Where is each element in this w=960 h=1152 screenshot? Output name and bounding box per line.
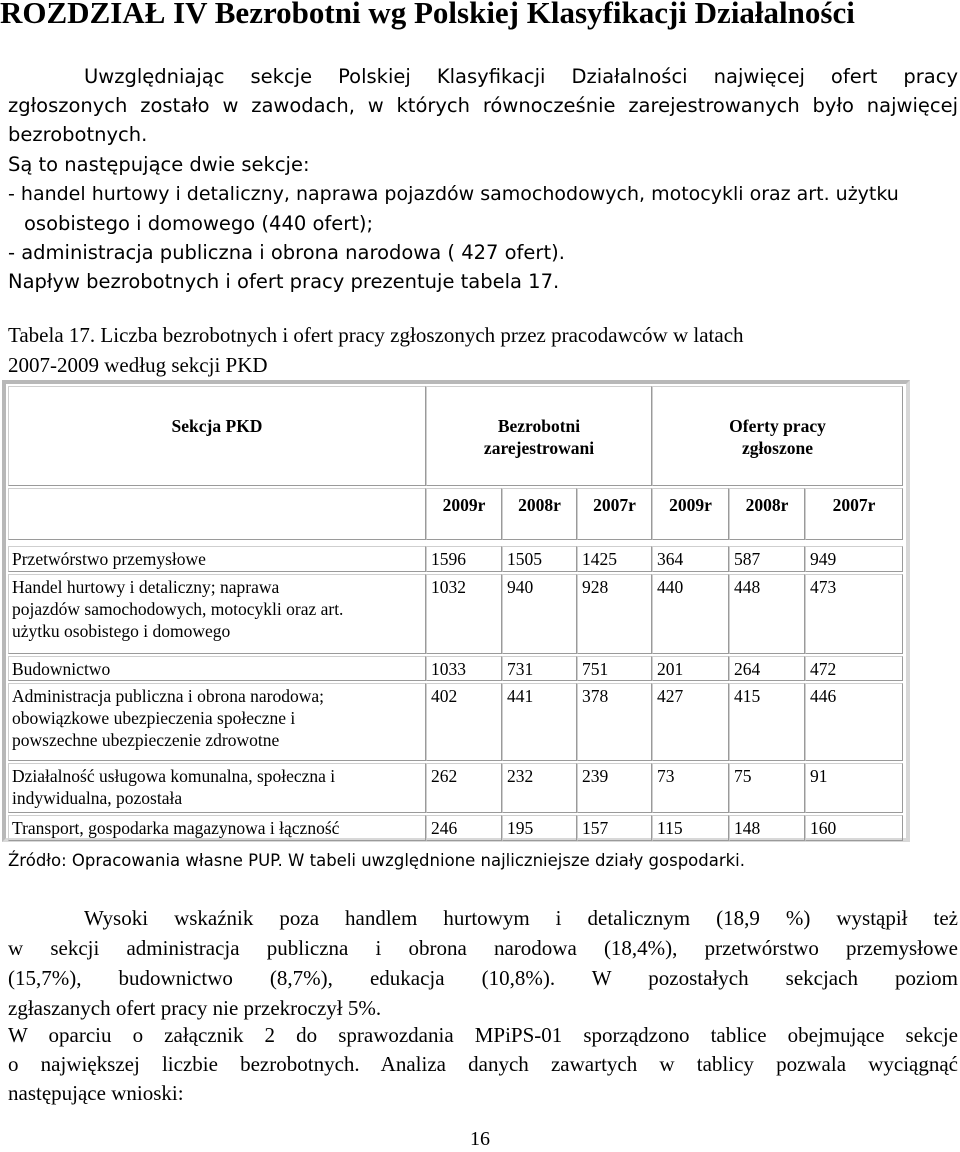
- para2-line-2: o największej liczbie bezrobotnych. Analiza danych zawartych w tablicy pozwala wyciągnąć: [8, 1052, 958, 1076]
- row-label-text: użytku osobistego i domowego: [12, 621, 231, 641]
- row-value-text: 1425: [582, 549, 617, 569]
- row-label: [8, 683, 426, 761]
- row-value-text: 751: [582, 659, 609, 679]
- row-value-text: 262: [431, 766, 458, 786]
- row-value: [652, 574, 729, 654]
- header-year: [426, 488, 502, 540]
- intro-line-3: bezrobotnych.: [8, 123, 148, 146]
- intro-line-5: Napływ bezrobotnych i ofert pracy prezentuje tabela 17.: [8, 270, 560, 293]
- row-value: [426, 546, 502, 572]
- row-value-text: 949: [810, 549, 837, 569]
- para1-line-1: Wysoki wskaźnik poza handlem hurtowym i detalicznym (18,9 %) wystąpił też: [84, 906, 958, 930]
- row-value: [577, 656, 652, 681]
- row-value: [577, 546, 652, 572]
- page-number: 16: [470, 1128, 490, 1150]
- row-value: [502, 546, 577, 572]
- row-value: [652, 656, 729, 681]
- header-offers-text: zgłoszone: [742, 438, 813, 458]
- row-value-text: 415: [734, 686, 761, 706]
- row-value-text: 1032: [431, 577, 466, 597]
- header-year-text: 2008r: [745, 495, 789, 515]
- header-offers: [652, 386, 903, 486]
- row-value-text: 73: [657, 766, 675, 786]
- intro-line-4: Są to następujące dwie sekcje:: [8, 153, 310, 176]
- row-value-text: 91: [810, 766, 828, 786]
- row-value: [805, 683, 903, 761]
- bullet-1b: osobistego i domowego (440 ofert);: [24, 212, 374, 235]
- row-value: [502, 815, 577, 841]
- row-value: [805, 815, 903, 841]
- row-label: [8, 546, 426, 572]
- row-value: [426, 683, 502, 761]
- row-value-text: 440: [657, 577, 684, 597]
- row-value-text: 1033: [431, 659, 466, 679]
- row-label-text: Administracja publiczna i obrona narodowa;: [12, 686, 324, 706]
- row-value-text: 1596: [431, 549, 466, 569]
- row-label-text: Handel hurtowy i detaliczny; naprawa: [12, 577, 280, 597]
- row-value-text: 239: [582, 766, 609, 786]
- row-value: [502, 656, 577, 681]
- row-value: [729, 574, 805, 654]
- header-offers-text: Oferty pracy: [729, 416, 826, 436]
- header-year-text: 2007r: [832, 495, 876, 515]
- row-value: [729, 683, 805, 761]
- row-value-text: 195: [507, 818, 534, 838]
- row-value: [805, 763, 903, 813]
- row-label-text: powszechne ubezpieczenie zdrowotne: [12, 730, 280, 750]
- row-value-text: 1505: [507, 549, 542, 569]
- bullet-2: - administracja publiczna i obrona narodowa ( 427 ofert).: [8, 241, 565, 264]
- bullet-1a: - handel hurtowy i detaliczny, naprawa pojazdów samochodowych, motocykli oraz art. użytku: [8, 183, 899, 205]
- row-value: [502, 683, 577, 761]
- header-year-text: 2007r: [593, 495, 636, 515]
- table-caption-line-1: Tabela 17. Liczba bezrobotnych i ofert pracy zgłoszonych przez pracodawców w latach: [8, 323, 744, 347]
- table-caption-line-2: 2007-2009 według sekcji PKD: [8, 353, 268, 377]
- row-label: [8, 763, 426, 813]
- row-value: [729, 763, 805, 813]
- chapter-heading: ROZDZIAŁ IV Bezrobotni wg Polskiej Klasyfikacji Działalności: [0, 0, 855, 30]
- row-value-text: 264: [734, 659, 761, 679]
- row-value: [577, 574, 652, 654]
- header-year-text: 2009r: [442, 495, 486, 515]
- row-value: [805, 574, 903, 654]
- row-label: [8, 574, 426, 654]
- row-label-text: Działalność usługowa komunalna, społeczna i: [12, 766, 336, 786]
- row-value-text: 364: [657, 549, 684, 569]
- row-value: [652, 546, 729, 572]
- header-unemployed-text: Bezrobotni: [497, 416, 581, 436]
- row-value: [577, 683, 652, 761]
- row-value-text: 448: [734, 577, 761, 597]
- row-label-text: Transport, gospodarka magazynowa i łączność: [12, 818, 340, 838]
- row-value: [577, 815, 652, 841]
- row-value-text: 378: [582, 686, 609, 706]
- row-value-text: 940: [507, 577, 534, 597]
- para2-line-3: następujące wnioski:: [8, 1081, 184, 1105]
- row-value-text: 148: [734, 818, 761, 838]
- row-value-text: 115: [657, 818, 683, 838]
- row-label-text: Przetwórstwo przemysłowe: [12, 549, 206, 569]
- para1-line-2: w sekcji administracja publiczna i obrona narodowa (18,4%), przetwórstwo przemysłowe: [8, 936, 958, 960]
- row-label: [8, 656, 426, 681]
- header-unemployed: [426, 386, 652, 486]
- row-value: [502, 763, 577, 813]
- row-value-text: 427: [657, 686, 684, 706]
- row-value: [502, 574, 577, 654]
- row-value-text: 472: [810, 659, 837, 679]
- header-year: [729, 488, 805, 540]
- row-label-text: pojazdów samochodowych, motocykli oraz art.: [12, 599, 344, 619]
- row-value-text: 160: [810, 818, 837, 838]
- row-value-text: 928: [582, 577, 609, 597]
- row-value-text: 75: [734, 766, 752, 786]
- para2-line-1: W oparciu o załącznik 2 do sprawozdania MPiPS-01 sporządzono tablice obejmujące sekcje: [8, 1023, 958, 1047]
- row-value: [729, 546, 805, 572]
- row-value-text: 402: [431, 686, 458, 706]
- row-label-text: obowiązkowe ubezpieczenia społeczne i: [12, 708, 296, 728]
- header-year: [805, 488, 903, 540]
- row-value: [426, 815, 502, 841]
- intro-line-1: Uwzględniając sekcje Polskiej Klasyfikacji Działalności najwięcej ofert pracy: [84, 65, 958, 88]
- row-value: [426, 763, 502, 813]
- row-value: [426, 574, 502, 654]
- row-value-text: 441: [507, 686, 534, 706]
- row-value: [729, 815, 805, 841]
- row-value-text: 246: [431, 818, 458, 838]
- row-value: [652, 763, 729, 813]
- header-year: [577, 488, 652, 540]
- table-source-note: Źródło: Opracowania własne PUP. W tabeli uwzględnione najliczniejsze działy gospodarki.: [8, 851, 746, 870]
- header-section: [8, 386, 426, 486]
- row-label: [8, 815, 426, 841]
- row-value: [652, 815, 729, 841]
- header-year-spacer: [8, 488, 426, 540]
- header-year-text: 2008r: [518, 495, 561, 515]
- header-year: [652, 488, 729, 540]
- intro-line-2: zgłoszonych zostało w zawodach, w których równocześnie zarejestrowanych było najwięcej: [8, 94, 958, 117]
- row-value-text: 731: [507, 659, 534, 679]
- para1-line-4: zgłaszanych ofert pracy nie przekroczył 5%.: [8, 996, 382, 1020]
- row-value: [805, 546, 903, 572]
- row-value: [577, 763, 652, 813]
- row-value: [805, 656, 903, 681]
- header-year-text: 2009r: [669, 495, 712, 515]
- row-value-text: 201: [657, 659, 684, 679]
- row-value-text: 446: [810, 686, 837, 706]
- row-value-text: 232: [507, 766, 534, 786]
- header-year: [502, 488, 577, 540]
- row-value: [729, 656, 805, 681]
- para1-line-3: (15,7%), budownictwo (8,7%), edukacja (10,8%). W pozostałych sekcjach poziom: [8, 966, 958, 990]
- row-value-text: 157: [582, 818, 609, 838]
- header-section-text: Sekcja PKD: [171, 416, 263, 436]
- row-value-text: 587: [734, 549, 761, 569]
- row-label-text: Budownictwo: [12, 659, 111, 679]
- row-value: [426, 656, 502, 681]
- row-value: [652, 683, 729, 761]
- row-value-text: 473: [810, 577, 837, 597]
- row-label-text: indywidualna, pozostała: [12, 788, 183, 808]
- header-unemployed-text: zarejestrowani: [483, 438, 595, 458]
